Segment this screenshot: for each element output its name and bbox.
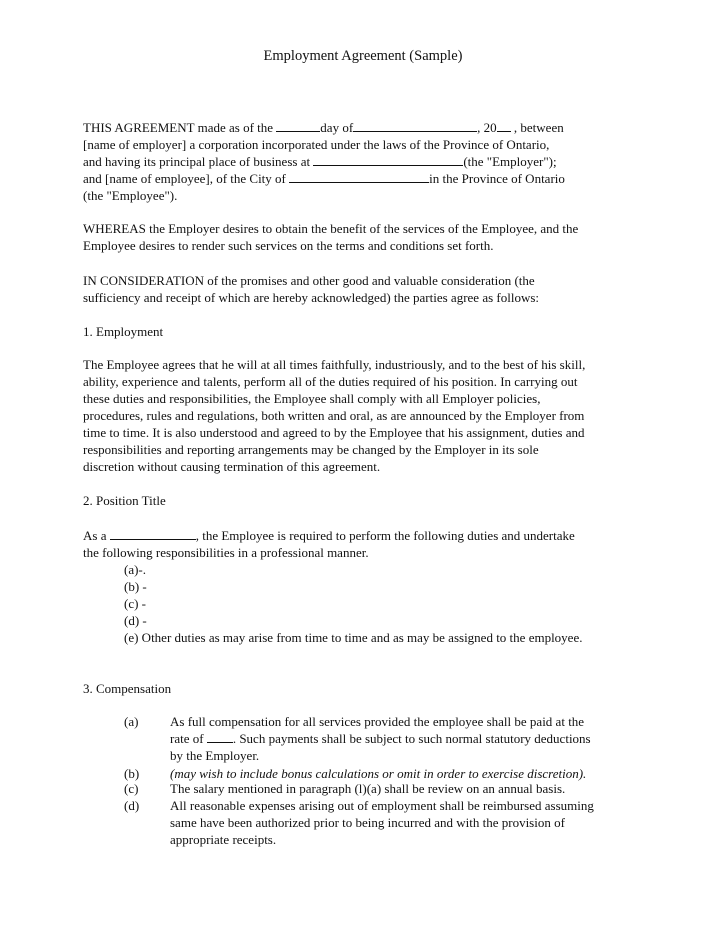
day-blank [276,119,320,132]
duty-item: (e) Other duties as may arise from time to time and as may be assigned to the employee. [124,630,583,645]
text: , the Employee is required to perform the following duties and undertake [195,528,575,543]
text: and [name of employee], of the City of [83,171,290,186]
section-3-heading: 3. Compensation [83,681,172,696]
text: , 20 [477,120,497,135]
item-text: (may wish to include bonus calculations or omit in order to exercise discretion). [170,766,587,781]
preamble-line-5: (the "Employee"). [83,188,178,203]
consideration-paragraph [83,272,643,306]
item-label: (b) [124,766,140,781]
text-line: The Employee agrees that he will at all times faithfully, industriously, and to the best of his skill, [83,357,586,372]
text-line: by the Employer. [170,748,260,763]
preamble-line-2: [name of employer] a corporation incorporated under the laws of the Province of Ontario, [83,137,550,152]
text-line: time to time. It is also understood and agreed to by the Employee that his assignment, duties and [83,425,585,440]
rate-blank [207,730,233,743]
whereas-paragraph [83,220,643,254]
rate-line [170,730,638,747]
text-line: appropriate receipts. [170,832,277,847]
text: THIS AGREEMENT made as of the [83,120,277,135]
text-line: IN CONSIDERATION of the promises and other good and valuable consideration (the [83,273,535,288]
duty-item: (b) - [124,579,147,594]
text-line: WHEREAS the Employer desires to obtain the benefit of the services of the Employee, and the [83,221,579,236]
city-blank [289,170,429,183]
text: day of [320,120,354,135]
preamble [83,119,643,204]
preamble-line-1 [83,119,643,136]
duty-item: (a)-. [124,562,147,577]
text: . Such payments shall be subject to such normal statutory deductions [232,731,591,746]
text: As a [83,528,110,543]
text: in the Province of Ontario [429,171,565,186]
section-2-heading: 2. Position Title [83,493,166,508]
text-line: the following responsibilities in a professional manner. [83,545,369,560]
text-line: As full compensation for all services provided the employee shall be paid at the [170,714,585,729]
text-line: sufficiency and receipt of which are hereby acknowledged) the parties agree as follows: [83,290,540,305]
text-line: Employee desires to render such services on the terms and conditions set forth. [83,238,494,253]
duties-list [124,561,582,646]
item-label: (c) [124,781,139,796]
section-1-heading: 1. Employment [83,324,164,339]
text-line: ability, experience and talents, perform all of the duties required of his position. In carrying out [83,374,578,389]
duty-item: (c) - [124,596,147,611]
item-text [170,713,638,764]
text-line: procedures, rules and regulations, both written and oral, as are announced by the Employer from [83,408,585,423]
address-blank [313,153,463,166]
text: (the "Employer"); [463,154,557,169]
month-blank [353,119,477,132]
position-line [83,527,643,544]
text-line: same have been authorized prior to being incurred and with the provision of [170,815,565,830]
duty-item: (d) - [124,613,147,628]
preamble-line-4 [83,170,643,187]
item-label: (a) [124,714,139,729]
section-1-body [83,356,643,475]
document-title: Employment Agreement (Sample) [263,48,463,64]
text-line: these duties and responsibilities, the Employee shall comply with all Employer policies, [83,391,541,406]
item-text [170,797,638,848]
text-line: responsibilities and reporting arrangements may be changed by the Employer in its sole [83,442,539,457]
text: rate of [170,731,207,746]
text-line: discretion without causing termination of this agreement. [83,459,381,474]
text: , between [510,120,564,135]
text: and having its principal place of business at [83,154,314,169]
position-blank [110,527,196,540]
preamble-line-3 [83,153,643,170]
text-line: All reasonable expenses arising out of employment shall be reimbursed assuming [170,798,594,813]
item-text: The salary mentioned in paragraph (l)(a) shall be review on an annual basis. [170,781,566,796]
item-label: (d) [124,798,140,813]
year-blank [497,119,511,132]
section-2-body [83,527,643,561]
